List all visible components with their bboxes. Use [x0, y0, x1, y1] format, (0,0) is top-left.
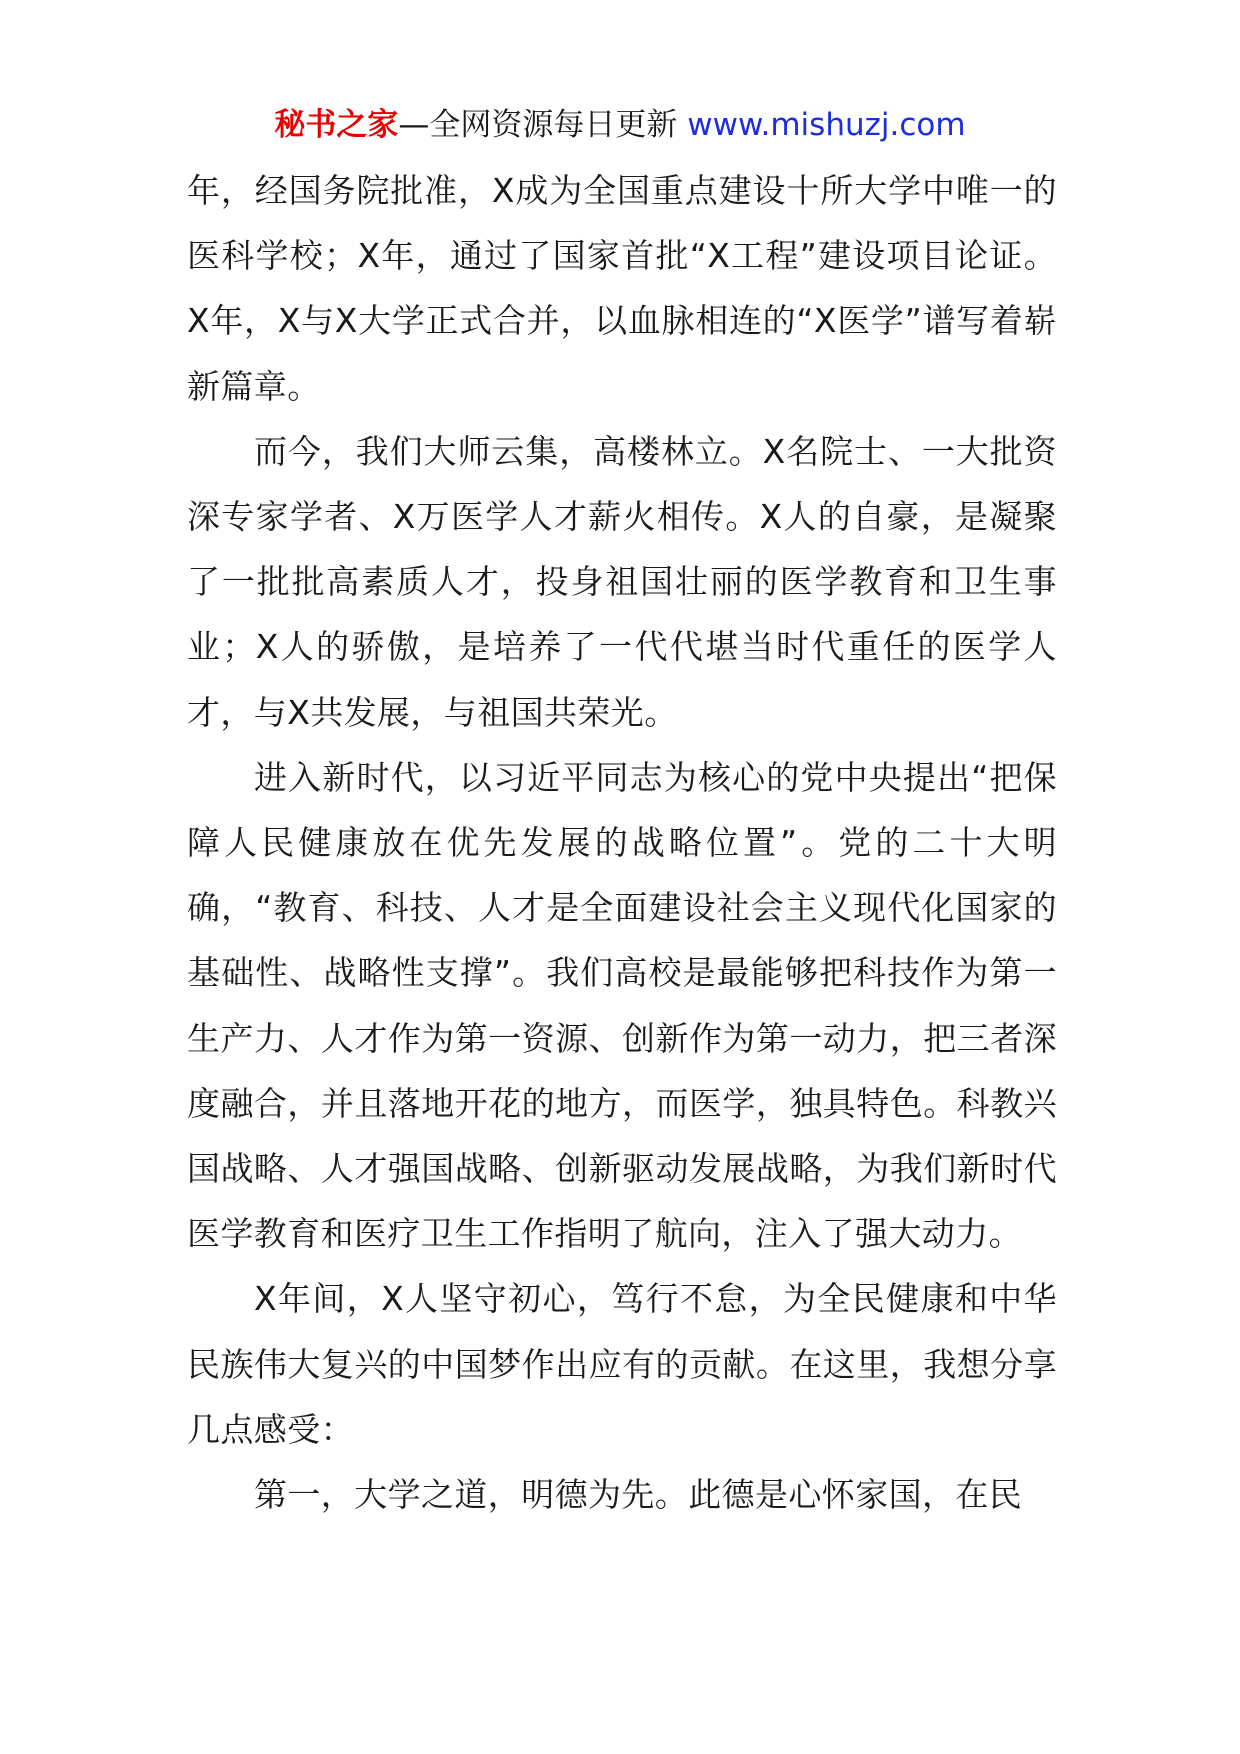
- document-body: [187, 158, 1057, 1527]
- brand-name: 秘书之家: [274, 107, 399, 143]
- header-tagline: —全网资源每日更新: [398, 107, 688, 143]
- paragraph-continued: 年，经国务院批准，X成为全国重点建设十所大学中唯一的医科学校；X年，通过了国家首批“X工程”建设项目论证。X年，X与X大学正式合并，以血脉相连的“X医学”谱写着崭新篇章。: [187, 171, 1057, 406]
- site-url-link[interactable]: www.mishuzj.com: [687, 107, 966, 143]
- paragraph-first-point: 第一，大学之道，明德为先。此德是心怀家国，在民: [254, 1475, 1023, 1515]
- paragraph: X年间，X人坚守初心，笃行不怠，为全民健康和中华民族伟大复兴的中国梦作出应有的贡献。在这里，我想分享几点感受：: [187, 1279, 1057, 1449]
- site-header: [0, 103, 1240, 147]
- paragraph: 而今，我们大师云集，高楼林立。X名院士、一大批资深专家学者、X万医学人才薪火相传。X人的自豪，是凝聚了一批批高素质人才，投身祖国壮丽的医学教育和卫生事业；X人的骄傲，是培养了一代代堪当时代重任的医学人才，与X共发展，与祖国共荣光。: [187, 431, 1057, 732]
- paragraph: 进入新时代，以习近平同志为核心的党中央提出“把保障人民健康放在优先发展的战略位置”。党的二十大明确，“教育、科技、人才是全面建设社会主义现代化国家的基础性、战略性支撑”。我们高校是最能够把科技作为第一生产力、人才作为第一资源、创新作为第一动力，把三者深度融合，并且落地开花的地方，而医学，独具特色。科教兴国战略、人才强国战略、创新驱动发展战略，为我们新时代医学教育和医疗卫生工作指明了航向，注入了强大动力。: [187, 757, 1057, 1254]
